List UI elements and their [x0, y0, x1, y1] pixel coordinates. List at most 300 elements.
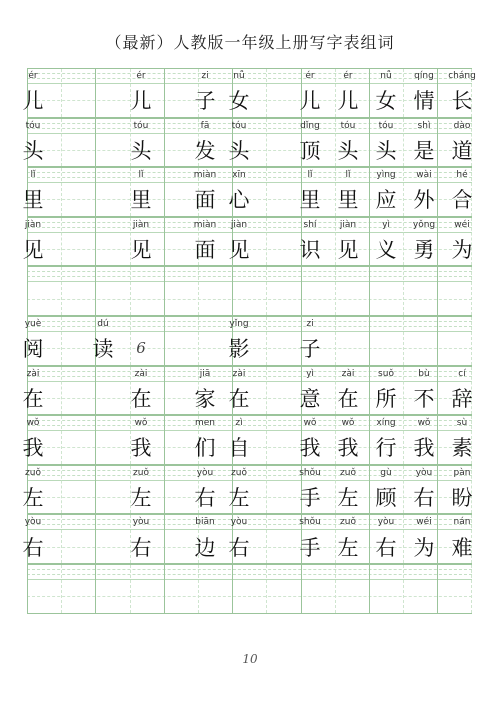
- pinyin-label: [124, 317, 158, 331]
- hanzi-character: [331, 580, 365, 613]
- grid-cell: [445, 267, 479, 315]
- grid-cell: [188, 515, 222, 563]
- pinyin-label: wài: [416, 170, 432, 181]
- pinyin-label: [407, 565, 441, 579]
- pinyin-label: yǐng: [229, 319, 249, 329]
- hanzi-character: 我: [22, 436, 44, 461]
- grid-vertical-line: [61, 69, 62, 117]
- hanzi-character: [445, 282, 479, 315]
- pinyin-label: [222, 565, 256, 579]
- pinyin-label: [407, 267, 441, 281]
- grid-vertical-line: [266, 317, 267, 365]
- grid-vertical-line: [403, 267, 404, 315]
- hanzi-character: 发: [194, 138, 216, 163]
- hanzi-character: 顶: [299, 138, 321, 163]
- hanzi-character: 难: [451, 535, 473, 560]
- pinyin-label: dǐng: [300, 120, 320, 131]
- page-title: （最新）人教版一年级上册写字表组词: [105, 33, 395, 52]
- hanzi-character: 盼: [451, 486, 473, 511]
- grid-cell: [369, 218, 403, 266]
- grid-cell: [369, 317, 403, 365]
- hanzi-character: 面: [194, 188, 216, 213]
- pinyin-label: [86, 515, 120, 529]
- hanzi-character: 读: [92, 337, 114, 362]
- hanzi-character: 我: [299, 436, 321, 461]
- grid-cell: [16, 515, 50, 563]
- pinyin-label: nǚ: [233, 71, 245, 81]
- pinyin-label: [331, 267, 365, 281]
- grid-row: [22, 118, 473, 168]
- grid-row: [22, 514, 473, 564]
- grid-cell: [293, 168, 327, 216]
- grid-cell: [86, 119, 120, 167]
- grid-cell: [188, 267, 222, 315]
- pinyin-label: jiàn: [132, 219, 150, 230]
- grid-cell: [16, 69, 50, 117]
- pinyin-label: zi: [201, 71, 209, 81]
- grid-cell: [293, 119, 327, 167]
- pinyin-label: [124, 565, 158, 579]
- grid-cell: [407, 416, 441, 464]
- hanzi-character: 为: [413, 535, 435, 560]
- grid-cell: [86, 69, 120, 117]
- grid-cell: [188, 119, 222, 167]
- grid-vertical-line: [61, 119, 62, 167]
- pinyin-label: [86, 466, 120, 480]
- pinyin-label: shì: [417, 120, 431, 131]
- pinyin-label: jiàn: [230, 219, 248, 230]
- pinyin-label: jiàn: [24, 219, 42, 230]
- grid-vertical-line: [61, 466, 62, 514]
- pinyin-label: wǒ: [134, 418, 148, 429]
- hanzi-character: [407, 580, 441, 613]
- grid-cell: [16, 168, 50, 216]
- pinyin-label: wéi: [416, 517, 432, 528]
- grid-cell: [407, 267, 441, 315]
- grid-cell: [331, 416, 365, 464]
- pinyin-label: ér: [136, 71, 146, 81]
- hanzi-character: [445, 580, 479, 613]
- grid-vertical-line: [164, 416, 165, 464]
- grid-cell: [445, 416, 479, 464]
- hanzi-character: [86, 530, 120, 563]
- grid-vertical-line: [164, 69, 165, 117]
- hanzi-character: 顾: [375, 486, 397, 511]
- pinyin-label: [16, 267, 50, 281]
- grid-cell: [86, 168, 120, 216]
- pinyin-label: [407, 317, 441, 331]
- grid-vertical-line: [403, 69, 404, 117]
- grid-cell: [369, 565, 403, 613]
- grid-cell: [124, 466, 158, 514]
- hanzi-character: [86, 431, 120, 464]
- pinyin-label: zuǒ: [133, 467, 149, 478]
- hanzi-character: [86, 183, 120, 216]
- lesson-number: 6: [136, 339, 146, 358]
- hanzi-character: [86, 233, 120, 266]
- pinyin-label: [124, 267, 158, 281]
- pinyin-label: tóu: [133, 120, 149, 131]
- pinyin-label: hé: [456, 170, 468, 181]
- grid-cell: [124, 69, 158, 117]
- hanzi-character: 在: [228, 386, 250, 411]
- hanzi-character: 所: [375, 386, 397, 411]
- grid-cell: [331, 466, 365, 514]
- grid-vertical-line: [61, 565, 62, 613]
- pinyin-label: nán: [453, 517, 471, 528]
- grid-vertical-line: [164, 466, 165, 514]
- hanzi-character: [369, 580, 403, 613]
- grid-vertical-line: [61, 168, 62, 216]
- grid-vertical-line: [61, 515, 62, 563]
- grid-cell: [222, 218, 256, 266]
- pinyin-label: cí: [458, 368, 466, 379]
- grid-cell: [331, 565, 365, 613]
- pinyin-label: [369, 267, 403, 281]
- pinyin-label: [369, 565, 403, 579]
- grid-cell: [369, 168, 403, 216]
- pinyin-label: tóu: [25, 120, 41, 131]
- pinyin-label: ér: [305, 71, 315, 81]
- grid-cell: [16, 267, 50, 315]
- grid-cell: [369, 466, 403, 514]
- grid-cell: [188, 317, 222, 365]
- grid-vertical-line: [403, 317, 404, 365]
- hanzi-character: [445, 332, 479, 365]
- grid-cell: [222, 416, 256, 464]
- grid-vertical-line: [266, 466, 267, 514]
- pinyin-label: [86, 367, 120, 381]
- hanzi-character: 右: [130, 535, 152, 560]
- grid-cell: [293, 466, 327, 514]
- grid-row: [22, 217, 473, 267]
- pinyin-label: nǚ: [380, 71, 392, 81]
- grid-cell: [124, 119, 158, 167]
- hanzi-character: 识: [299, 238, 321, 263]
- grid-cell: [407, 119, 441, 167]
- pinyin-label: zi: [306, 319, 314, 329]
- grid-cell: [293, 515, 327, 563]
- grid-vertical-line: [403, 168, 404, 216]
- hanzi-character: [16, 580, 50, 613]
- pinyin-label: [188, 317, 222, 331]
- pinyin-label: yòu: [24, 517, 42, 528]
- grid-vertical-line: [266, 119, 267, 167]
- grid-cell: [293, 69, 327, 117]
- pinyin-label: [86, 416, 120, 430]
- hanzi-character: 自: [228, 436, 250, 461]
- grid-cell: [124, 367, 158, 415]
- hanzi-character: 右: [194, 486, 216, 511]
- grid-cell: [293, 317, 327, 365]
- grid-cell: [222, 317, 256, 365]
- pinyin-label: ér: [343, 71, 353, 81]
- hanzi-character: [86, 481, 120, 514]
- grid-cell: [222, 565, 256, 613]
- grid-cell: [331, 367, 365, 415]
- grid-vertical-line: [403, 119, 404, 167]
- pinyin-label: [86, 218, 120, 232]
- grid-cell: [407, 367, 441, 415]
- pinyin-label: [293, 267, 327, 281]
- grid-cell: [188, 218, 222, 266]
- grid-cell: [293, 565, 327, 613]
- pinyin-label: [293, 565, 327, 579]
- pinyin-label: [86, 168, 120, 182]
- grid-cell: [86, 515, 120, 563]
- grid-row: [22, 316, 472, 366]
- grid-vertical-line: [61, 317, 62, 365]
- hanzi-character: 头: [22, 138, 44, 163]
- page-number: 10: [242, 652, 258, 666]
- pinyin-label: xīn: [232, 170, 246, 181]
- hanzi-character: 里: [22, 188, 44, 213]
- pinyin-label: shǒu: [299, 467, 321, 478]
- grid-row: [22, 366, 473, 416]
- grid-cell: [188, 565, 222, 613]
- pinyin-label: [188, 267, 222, 281]
- grid-vertical-line: [266, 515, 267, 563]
- grid-cell: [407, 466, 441, 514]
- pinyin-label: lǐ: [30, 170, 36, 181]
- grid-vertical-line: [61, 367, 62, 415]
- hanzi-character: 子: [194, 89, 216, 114]
- grid-cell: [331, 218, 365, 266]
- pinyin-label: miàn: [193, 219, 217, 230]
- hanzi-character: 道: [451, 138, 473, 163]
- grid-vertical-line: [403, 218, 404, 266]
- pinyin-label: gù: [380, 467, 392, 478]
- pinyin-label: xíng: [376, 418, 396, 429]
- hanzi-character: 长: [451, 89, 473, 114]
- pinyin-label: yuè: [24, 319, 42, 329]
- hanzi-character: 右: [413, 486, 435, 511]
- hanzi-character: [124, 282, 158, 315]
- pinyin-label: [16, 565, 50, 579]
- pinyin-label: tóu: [378, 120, 394, 131]
- pinyin-label: zài: [134, 368, 148, 379]
- grid-cell: [369, 416, 403, 464]
- hanzi-character: [293, 282, 327, 315]
- grid-vertical-line: [61, 218, 62, 266]
- pinyin-label: ér: [28, 71, 38, 81]
- hanzi-character: 素: [451, 436, 473, 461]
- hanzi-character: 为: [451, 238, 473, 263]
- pinyin-label: yǒng: [412, 219, 436, 230]
- grid-cell: [331, 168, 365, 216]
- hanzi-character: [222, 580, 256, 613]
- grid-cell: [445, 317, 479, 365]
- grid-cell: [407, 168, 441, 216]
- grid-cell: [16, 119, 50, 167]
- hanzi-character: 在: [130, 386, 152, 411]
- pinyin-label: tóu: [340, 120, 356, 131]
- hanzi-character: [188, 332, 222, 365]
- pinyin-label: yòu: [132, 517, 150, 528]
- pinyin-label: men: [194, 418, 215, 429]
- grid-cell: [16, 466, 50, 514]
- pinyin-label: [188, 565, 222, 579]
- hanzi-character: 左: [130, 486, 152, 511]
- hanzi-character: [331, 332, 365, 365]
- pinyin-label: [86, 267, 120, 281]
- pinyin-label: jiàn: [339, 219, 357, 230]
- hanzi-character: 头: [228, 138, 250, 163]
- pinyin-label: tóu: [231, 120, 247, 131]
- hanzi-character: 我: [337, 436, 359, 461]
- grid-cell: [188, 416, 222, 464]
- pinyin-label: yòu: [230, 517, 248, 528]
- grid-vertical-line: [266, 69, 267, 117]
- pinyin-label: dú: [97, 319, 109, 329]
- hanzi-character: [86, 84, 120, 117]
- grid-cell: [188, 168, 222, 216]
- hanzi-character: 外: [413, 188, 435, 213]
- hanzi-character: 左: [337, 486, 359, 511]
- pinyin-label: yì: [382, 219, 390, 230]
- grid-vertical-line: [164, 515, 165, 563]
- pinyin-label: jiā: [199, 368, 211, 379]
- grid-vertical-line: [403, 466, 404, 514]
- grid-vertical-line: [266, 267, 267, 315]
- hanzi-character: 里: [337, 188, 359, 213]
- hanzi-character: [86, 580, 120, 613]
- hanzi-character: 里: [130, 188, 152, 213]
- grid-vertical-line: [403, 515, 404, 563]
- hanzi-character: 应: [375, 188, 397, 213]
- pinyin-label: fā: [200, 120, 210, 131]
- grid-row: [22, 68, 476, 118]
- pinyin-label: [331, 317, 365, 331]
- grid-cell: [407, 317, 441, 365]
- grid-cell: [222, 466, 256, 514]
- grid-vertical-line: [61, 267, 62, 315]
- hanzi-character: 不: [413, 386, 435, 411]
- hanzi-character: 右: [375, 535, 397, 560]
- grid-cell: [445, 69, 479, 117]
- grid-cell: [222, 168, 256, 216]
- pinyin-label: zài: [232, 368, 246, 379]
- grid-cell: [369, 267, 403, 315]
- hanzi-character: 我: [130, 436, 152, 461]
- grid-cell: [293, 218, 327, 266]
- hanzi-character: 女: [228, 89, 250, 114]
- hanzi-character: 辞: [451, 386, 473, 411]
- hanzi-character: 左: [228, 486, 250, 511]
- grid-cell: [124, 565, 158, 613]
- grid-cell: [369, 515, 403, 563]
- grid-vertical-line: [403, 565, 404, 613]
- grid-vertical-line: [266, 168, 267, 216]
- pinyin-label: bù: [418, 368, 430, 379]
- grid-cell: [188, 69, 222, 117]
- hanzi-character: 手: [299, 486, 321, 511]
- hanzi-character: 头: [337, 138, 359, 163]
- grid-cell: [16, 218, 50, 266]
- pinyin-label: zài: [341, 368, 355, 379]
- grid-cell: [222, 267, 256, 315]
- hanzi-character: [16, 282, 50, 315]
- grid-cell: [331, 119, 365, 167]
- grid-vertical-line: [164, 168, 165, 216]
- hanzi-character: 在: [337, 386, 359, 411]
- pinyin-label: yì: [306, 368, 314, 379]
- pinyin-label: miàn: [193, 170, 217, 181]
- hanzi-character: 儿: [299, 89, 321, 114]
- hanzi-character: [331, 282, 365, 315]
- hanzi-character: 我: [413, 436, 435, 461]
- grid-cell: [124, 168, 158, 216]
- grid-cell: [369, 69, 403, 117]
- pinyin-label: pàn: [453, 467, 471, 478]
- pinyin-label: wǒ: [26, 418, 40, 429]
- hanzi-character: 右: [22, 535, 44, 560]
- grid-cell: [222, 367, 256, 415]
- grid-row: [22, 167, 473, 217]
- grid-vertical-line: [164, 218, 165, 266]
- grid-vertical-line: [266, 565, 267, 613]
- grid-cell: [445, 168, 479, 216]
- hanzi-character: [188, 580, 222, 613]
- hanzi-character: 阅: [22, 337, 44, 362]
- grid-cell: [445, 466, 479, 514]
- pinyin-label: lǐ: [138, 170, 144, 181]
- pinyin-label: zuǒ: [340, 467, 356, 478]
- pinyin-label: zì: [235, 418, 243, 429]
- hanzi-character: 里: [299, 188, 321, 213]
- pinyin-label: cháng: [448, 71, 476, 81]
- hanzi-character: 见: [228, 238, 250, 263]
- hanzi-character: 儿: [22, 89, 44, 114]
- grid-cell: [124, 416, 158, 464]
- hanzi-character: 女: [375, 89, 397, 114]
- hanzi-character: [124, 580, 158, 613]
- pinyin-label: [445, 565, 479, 579]
- pinyin-label: lǐ: [345, 170, 351, 181]
- grid-row: [22, 465, 473, 515]
- grid-cell: [86, 317, 120, 365]
- hanzi-character: 在: [22, 386, 44, 411]
- grid-cell: [222, 119, 256, 167]
- grid-cell: [124, 515, 158, 563]
- grid-vertical-line: [164, 267, 165, 315]
- pinyin-label: [86, 119, 120, 133]
- pinyin-label: zuǒ: [340, 517, 356, 528]
- hanzi-character: 左: [337, 535, 359, 560]
- grid-cell: [16, 367, 50, 415]
- hanzi-character: 影: [228, 337, 250, 362]
- grid-cell: [188, 367, 222, 415]
- grid-cell: [16, 317, 50, 365]
- hanzi-character: 们: [194, 436, 216, 461]
- pinyin-label: wéi: [454, 219, 470, 230]
- grid-cell: [445, 218, 479, 266]
- grid-cell: [445, 367, 479, 415]
- pinyin-label: zuǒ: [231, 467, 247, 478]
- pinyin-label: dào: [453, 120, 471, 131]
- hanzi-character: 子: [299, 337, 321, 362]
- pinyin-label: yòu: [196, 467, 214, 478]
- grid-cell: [16, 416, 50, 464]
- hanzi-character: [369, 332, 403, 365]
- pinyin-label: [331, 565, 365, 579]
- grid-cell: [188, 466, 222, 514]
- pinyin-label: wǒ: [341, 418, 355, 429]
- pinyin-label: yòu: [377, 517, 395, 528]
- hanzi-character: 见: [337, 238, 359, 263]
- hanzi-character: 见: [22, 238, 44, 263]
- grid-cell: [369, 119, 403, 167]
